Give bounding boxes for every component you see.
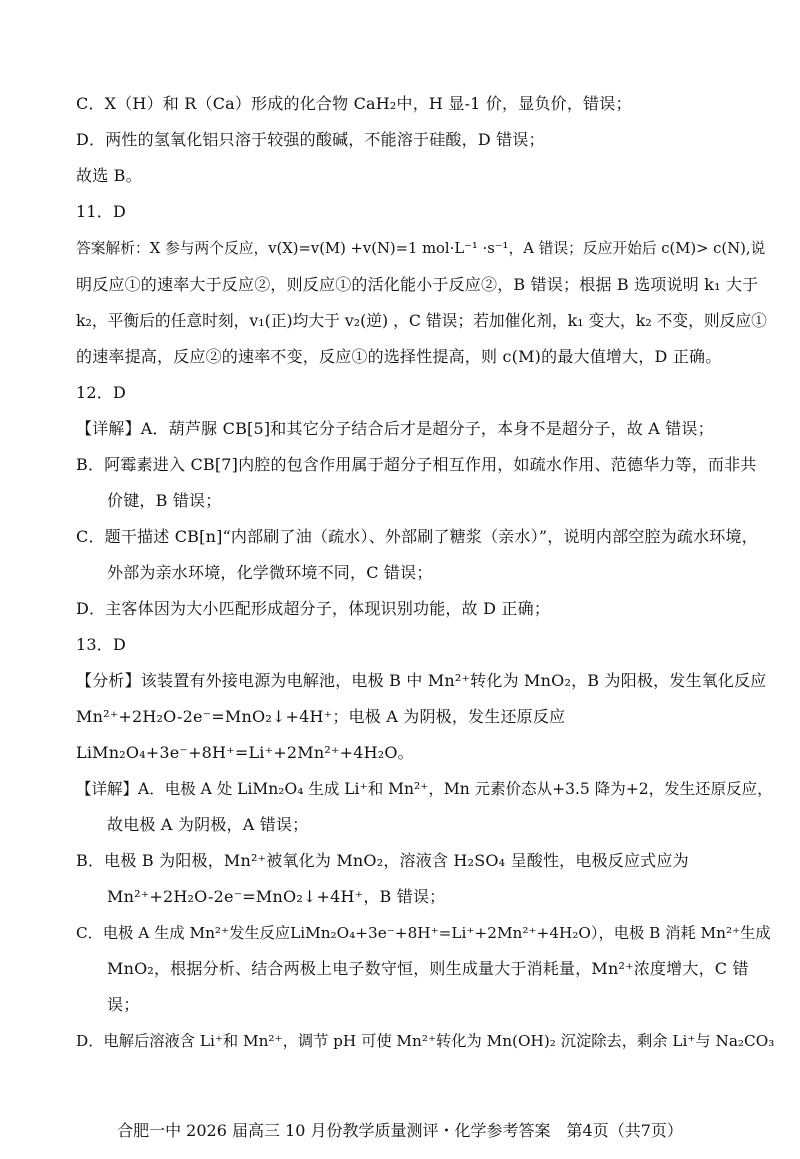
- equation-line: LiMn₂O₄+3e⁻+8H⁺=Li⁺+2Mn²⁺+4H₂O。: [76, 743, 414, 762]
- text-line: k₂，平衡后的任意时刻，v₁(正)均大于 v₂(逆) ，C 错误；若加催化剂，k₁ 变大，k₂ 不变，则反应①: [76, 311, 767, 330]
- text-line: D．主客体因为大小匹配形成超分子，体现识别功能，故 D 正确；: [76, 599, 551, 618]
- text-line: 外部为亲水环境，化学微环境不同，C 错误；: [107, 563, 433, 582]
- text-line: B．阿霉素进入 CB[7]内腔的包含作用属于超分子相互作用，如疏水作用、范德华力等，而非共: [76, 455, 757, 474]
- text-line: C．题干描述 CB[n]“内部刷了油（疏水）、外部刷了糖浆（亲水）”，说明内部空腔为疏水环境，: [76, 527, 758, 546]
- text-line: 【分析】该装置有外接电源为电解池，电极 B 中 Mn²⁺转化为 MnO₂，B 为阳极，发生氧化反应: [76, 671, 767, 690]
- text-line: 故选 B。: [76, 166, 142, 185]
- text-line: 故电极 A 为阴极，A 错误；: [107, 815, 309, 834]
- question-number: 13．D: [76, 635, 126, 654]
- text-line: B．电极 B 为阳极，Mn²⁺被氧化为 MnO₂，溶液含 H₂SO₄ 呈酸性，电极反应式应为: [76, 851, 689, 870]
- equation-line: Mn²⁺+2H₂O-2e⁻=MnO₂↓+4H⁺；电极 A 为阴极，发生还原反应: [76, 707, 566, 726]
- text-line: 价键，B 错误；: [107, 491, 222, 510]
- text-line: C．X（H）和 R（Ca）形成的化合物 CaH₂中，H 显-1 价，显负价，错误；: [76, 94, 632, 113]
- text-line: D．电解后溶液含 Li⁺和 Mn²⁺，调节 pH 可使 Mn²⁺转化为 Mn(OH)₂ 沉淀除去，剩余 Li⁺与 Na₂CO₃: [76, 1032, 775, 1050]
- text-line: MnO₂，根据分析、结合两极上电子数守恒，则生成量大于消耗量，Mn²⁺浓度增大，C 错: [107, 959, 749, 978]
- text-line: 误；: [107, 995, 140, 1014]
- equation-line: Mn²⁺+2H₂O-2e⁻=MnO₂↓+4H⁺，B 错误；: [107, 887, 446, 906]
- page-footer: 合肥一中 2026 届高三 10 月份教学质量测评・化学参考答案 第4页（共7页）: [117, 1121, 683, 1140]
- text-line: 【详解】A．葫芦脲 CB[5]和其它分子结合后才是超分子，本身不是超分子，故 A 错误；: [76, 419, 714, 438]
- text-line: 明反应①的速率大于反应②，则反应①的活化能小于反应②，B 错误；根据 B 选项说明 k₁ 大于: [76, 275, 759, 294]
- question-number: 12．D: [76, 383, 126, 402]
- text-line: 【详解】A．电极 A 处 LiMn₂O₄ 生成 Li⁺和 Mn²⁺，Mn 元素价态从+3.5 降为+2，发生还原反应，: [76, 780, 773, 798]
- text-line: 答案解析：X 参与两个反应，v(X)=v(M) +v(N)=1 mol·L⁻¹ ·s⁻¹，A 错误；反应开始后 c(M)> c(N),说: [76, 240, 766, 257]
- text-line: D．两性的氢氧化铝只溶于较强的酸碱，不能溶于硅酸，D 错误；: [76, 130, 545, 149]
- text-line: C．电极 A 生成 Mn²⁺发生反应LiMn₂O₄+3e⁻+8H⁺=Li⁺+2Mn²⁺+4H₂O），电极 B 消耗 Mn²⁺生成: [76, 924, 771, 942]
- question-number: 11．D: [76, 202, 126, 221]
- text-line: 的速率提高，反应②的速率不变，反应①的选择性提高，则 c(M)的最大值增大，D 正确。: [76, 347, 722, 366]
